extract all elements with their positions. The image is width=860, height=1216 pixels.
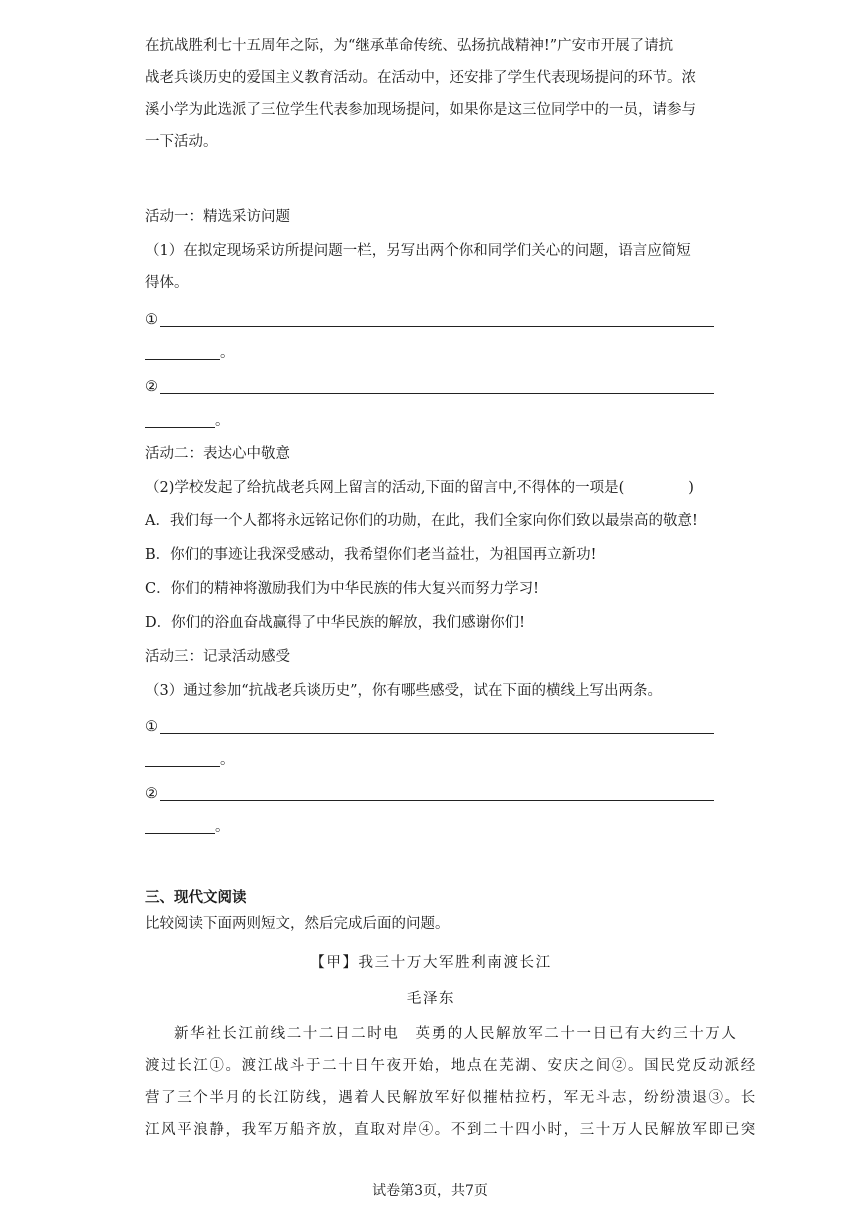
article-title: 【甲】我三十万大军胜利南渡长江 (310, 955, 552, 971)
activity-3-answer-line-2a[interactable] (160, 800, 714, 801)
activity-2-option-d: D．你们的浴血奋战赢得了中华民族的解放，我们感谢你们! (145, 615, 525, 631)
article-author: 毛泽东 (406, 991, 456, 1007)
activity-3-title: 活动三：记录活动感受 (145, 649, 290, 665)
activity-3-question: （3）通过参加“抗战老兵谈历史”，你有哪些感受，试在下面的横线上写出两条。 (145, 683, 663, 699)
activity-2-question-text: （2)学校发起了给抗战老兵网上留言的活动,下面的留言中,不得体的一项是( (145, 480, 625, 496)
activity-2-option-b: B．你们的事迹让我深受感动，我希望你们老当益壮，为祖国再立新功! (145, 547, 597, 563)
activity-3-answer-line-1a[interactable] (160, 733, 714, 734)
article-body-line-2: 渡过长江①。渡江战斗于二十日午夜开始，地点在芜湖、安庆之间②。国民党反动派经 (145, 1058, 757, 1074)
intro-line-1: 在抗战胜利七十五周年之际，为“继承革命传统、弘扬抗战精神!”广安市开展了请抗 (145, 38, 674, 54)
activity-2-question-end: ) (688, 480, 694, 496)
activity-1-blank-2-marker: ② (145, 379, 158, 395)
section-3-instruction: 比较阅读下面两则短文，然后完成后面的问题。 (145, 916, 450, 932)
activity-2-title: 活动二：表达心中敬意 (145, 446, 290, 462)
article-body-line-1: 新华社长江前线二十二日二时电 英勇的人民解放军二十一日已有大约三十万人 (174, 1026, 738, 1042)
activity-3-blank-1-marker: ① (145, 719, 158, 735)
activity-3-answer-line-2b[interactable] (145, 833, 215, 834)
intro-line-3: 溪小学为此选派了三位学生代表参加现场提问，如果你是这三位同学中的一员，请参与 (145, 102, 696, 118)
intro-line-4: 一下活动。 (145, 134, 218, 150)
activity-1-answer-line-2b[interactable] (145, 427, 215, 428)
activity-1-answer-line-2a[interactable] (160, 393, 714, 394)
activity-1-blank-1-end: 。 (220, 345, 235, 361)
section-3-heading: 三、现代文阅读 (145, 890, 247, 906)
activity-2-option-a: A．我们每一个人都将永远铭记你们的功勋，在此，我们全家向你们致以最崇高的敬意! (145, 513, 698, 529)
activity-1-question-line-1: （1）在拟定现场采访所提问题一栏，另写出两个你和同学们关心的问题，语言应简短 (145, 243, 691, 259)
activity-1-answer-line-1a[interactable] (160, 326, 714, 327)
activity-1-answer-line-1b[interactable] (145, 359, 220, 360)
intro-line-2: 战老兵谈历史的爱国主义教育活动。在活动中，还安排了学生代表现场提问的环节。浓 (145, 70, 696, 86)
activity-1-blank-2-end: 。 (215, 413, 230, 429)
page-footer: 试卷第3页，共7页 (372, 1183, 488, 1199)
activity-1-blank-1-marker: ① (145, 312, 158, 328)
activity-1-title: 活动一：精选采访问题 (145, 209, 290, 225)
activity-3-blank-1-end: 。 (220, 752, 235, 768)
activity-2-question (145, 472, 717, 504)
activity-3-blank-2-end: 。 (215, 819, 230, 835)
activity-2-option-c: C．你们的精神将激励我们为中华民族的伟大复兴而努力学习! (145, 581, 539, 597)
article-body-line-4: 江风平浪静，我军万船齐放，直取对岸④。不到二十四小时，三十万人民解放军即已突 (145, 1122, 757, 1138)
activity-3-answer-line-1b[interactable] (145, 766, 220, 767)
activity-3-blank-2-marker: ② (145, 786, 158, 802)
article-body-line-3: 营了三个半月的长江防线，遇着人民解放军好似摧枯拉朽，军无斗志，纷纷溃退③。长 (145, 1090, 757, 1106)
activity-1-question-line-2: 得体。 (145, 275, 189, 291)
